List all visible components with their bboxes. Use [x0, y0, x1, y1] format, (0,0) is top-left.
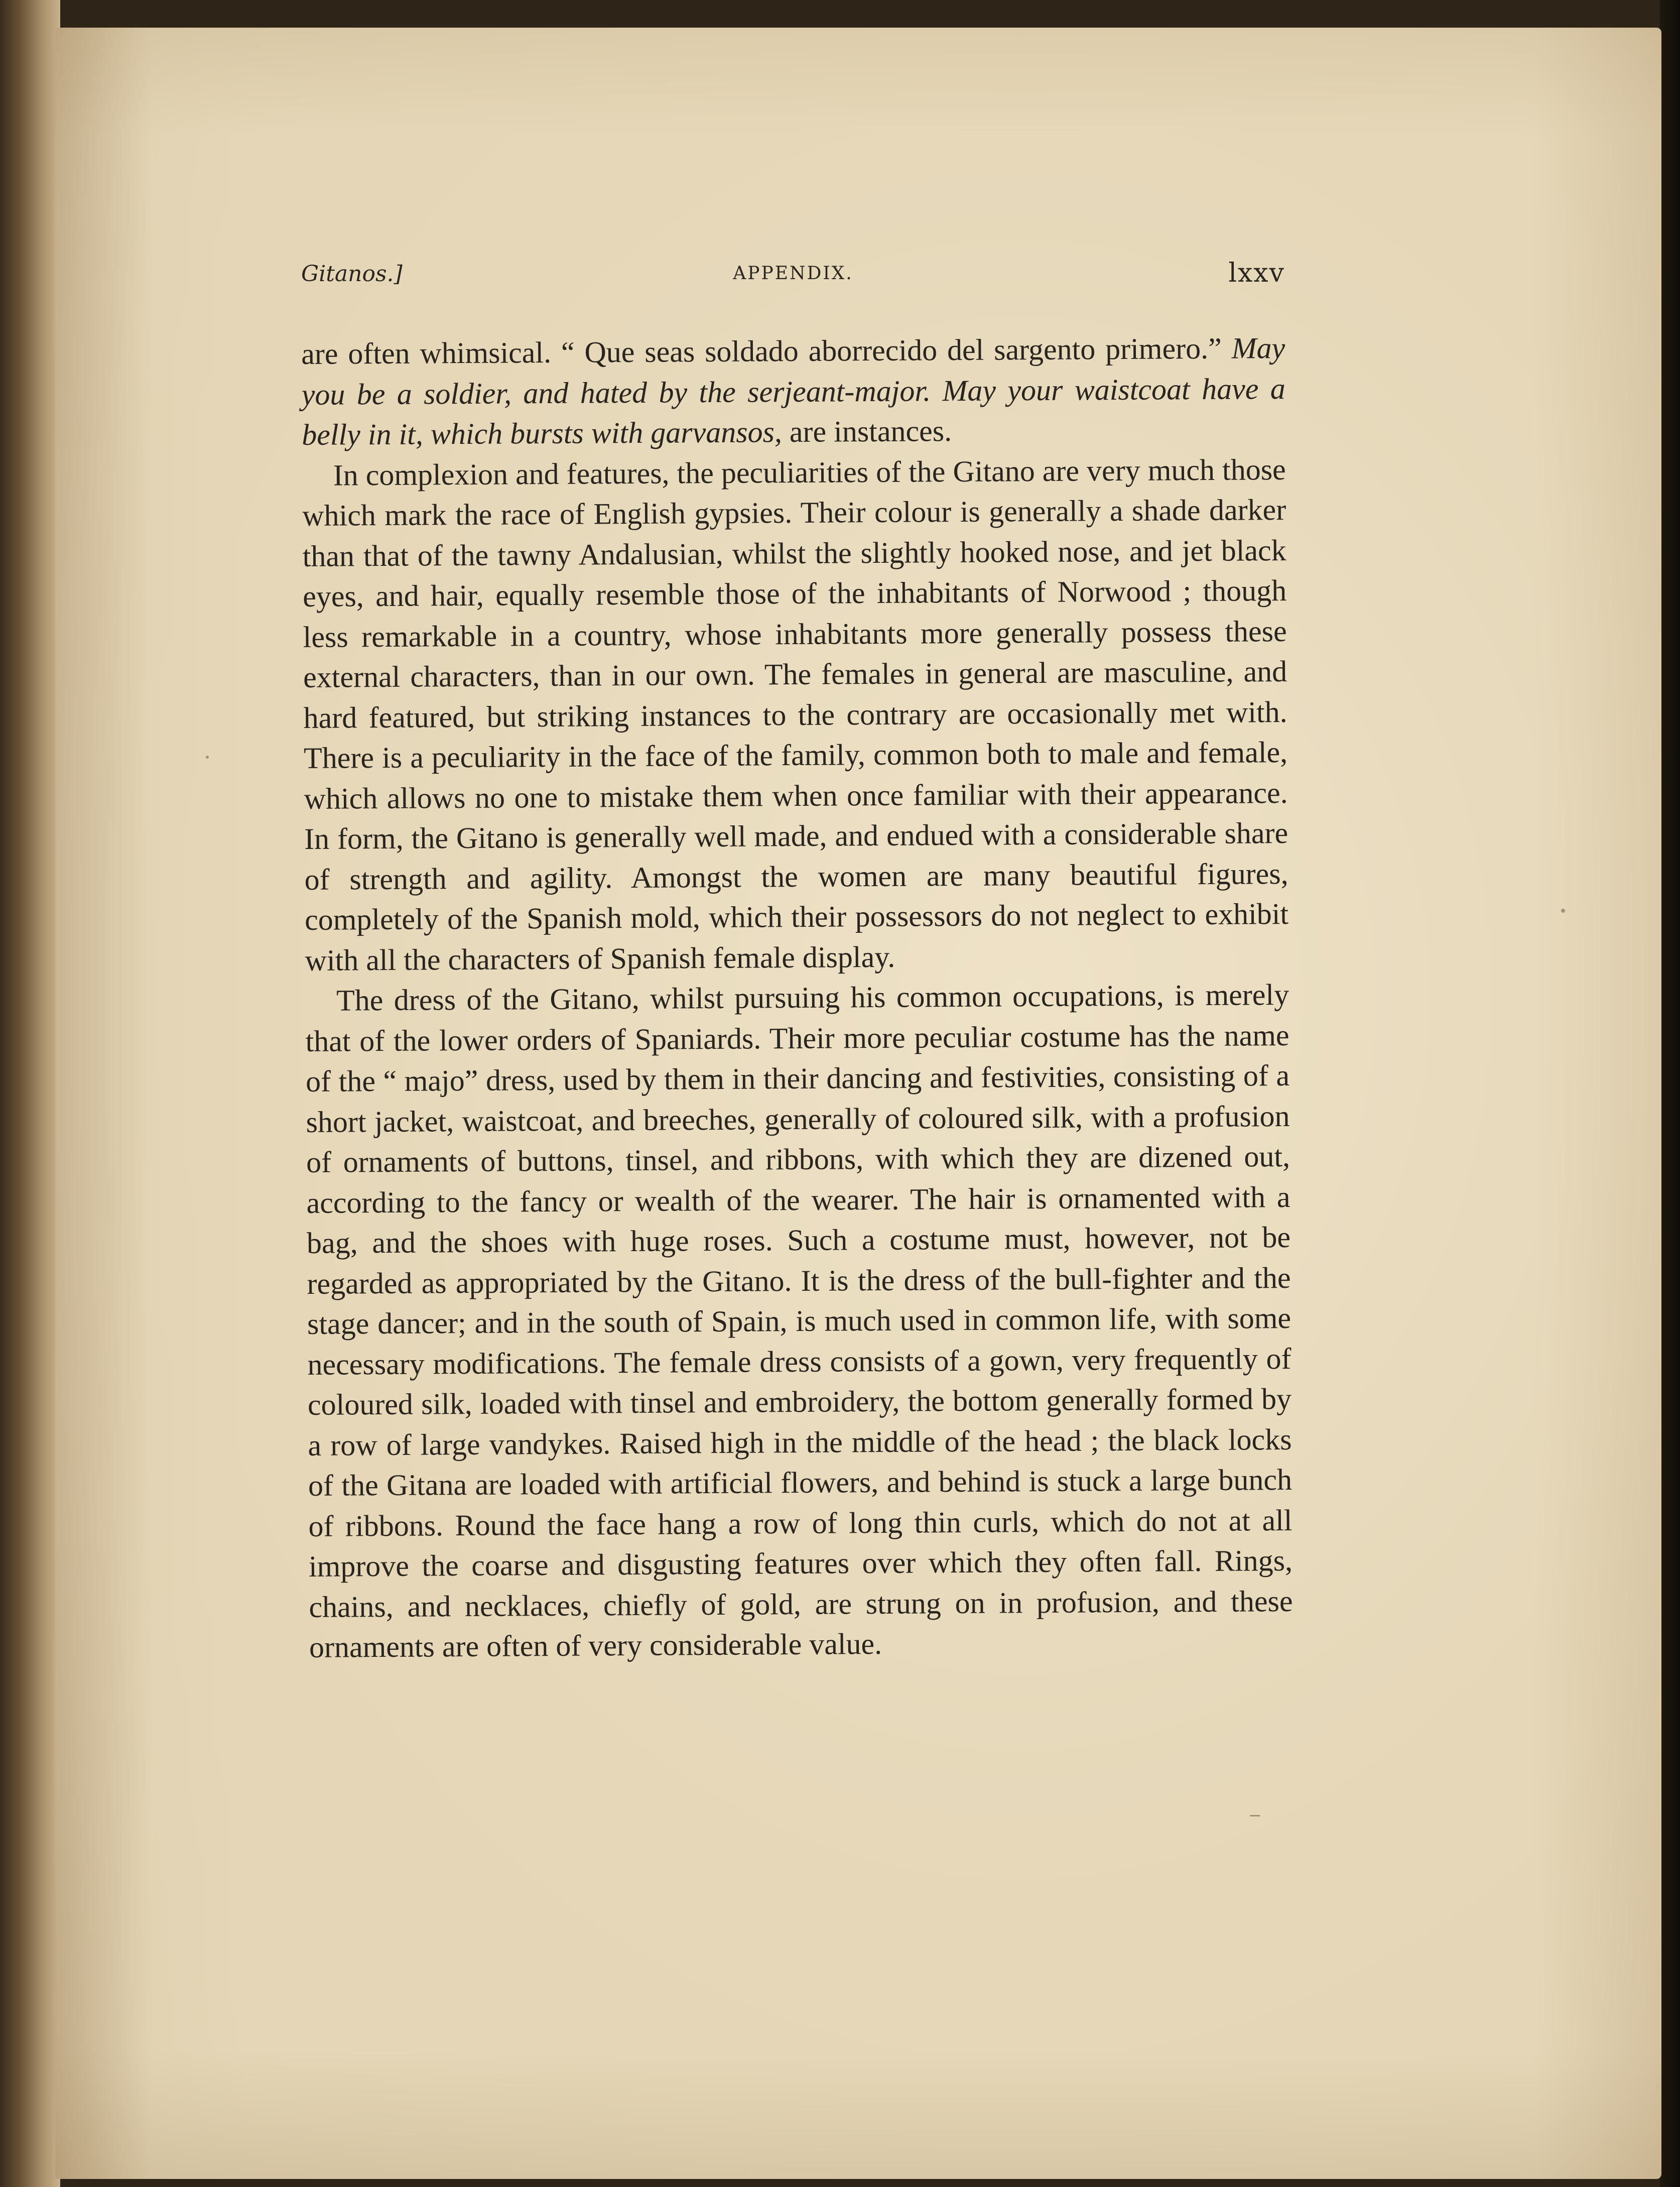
paper-speck: [1561, 909, 1565, 913]
italic-translation: May you be a soldier, and hated by the serjeant-major. May your waistcoat have a belly in it, which bursts with garvansos,: [301, 331, 1285, 451]
paragraph-text: are often whimsical. “ Que seas soldado aborrecido del sargento primero.”: [301, 331, 1222, 371]
paragraph-text: are instances.: [789, 414, 952, 449]
section-label: Gitanos.]: [301, 261, 403, 287]
paper-speck: [1250, 1815, 1260, 1816]
body-text: [301, 328, 1293, 1667]
page-title: APPENDIX.: [733, 263, 853, 284]
running-head: [301, 258, 1285, 296]
paragraph: [301, 328, 1285, 455]
paper-speck: [206, 756, 209, 759]
paragraph: The dress of the Gitano, whilst pursuing his common occupations, is merely that of the lower orders of Spaniards. Their more peculiar costume has the name of the “ majo” dress, used by them in their dancing and festivities, consisting of a short jacket, waistcoat, and breeches, generally of coloured silk, with a profusion of ornaments of buttons, tinsel, and ribbons, with which they are dizened out, according to the fancy or wealth of the wearer. The hair is ornamented with a bag, and the shoes with huge roses. Such a costume must, however, not be regarded as appropriated by the Gitano. It is the dress of the bull-fighter and the stage dancer; and in the south of Spain, is much used in common life, with some necessary modifications. The female dress consists of a gown, very frequently of coloured silk, loaded with tinsel and embroidery, the bottom generally formed by a row of large vandykes. Raised high in the middle of the head ; the black locks of the Gitana are loaded with artificial flowers, and behind is stuck a large bunch of ribbons. Round the face hang a row of long thin curls, which do not at all improve the coarse and disgusting features over which they often fall. Rings, chains, and necklaces, chiefly of gold, are strung on in profusion, and these ornaments are often of very considerable value.: [305, 978, 1293, 1664]
book-cover-edge: [1660, 0, 1680, 2187]
previous-page-edge: [0, 0, 60, 2187]
page-number: lxxv: [1228, 258, 1285, 288]
paragraph: In complexion and features, the peculiarities of the Gitano are very much those which mark the race of English gypsies. Their colour is generally a shade darker than that of the tawny Andalusian, whilst the slightly hooked nose, and jet black eyes, and hair, equally resemble those of the inhabitants of Norwood ; though less remarkable in a country, whose inhabitants more generally possess these external characters, than in our own. The females in general are masculine, and hard featured, but striking instances to the contrary are occasionally met with. There is a peculiarity in the face of the family, common both to male and female, which allows no one to mistake them when once familiar with their appearance. In form, the Gitano is generally well made, and endued with a considerable share of strength and agility. Amongst the women are many beautiful figures, completely of the Spanish mold, which their possessors do not neglect to exhibit with all the characters of Spanish female display.: [302, 452, 1289, 977]
